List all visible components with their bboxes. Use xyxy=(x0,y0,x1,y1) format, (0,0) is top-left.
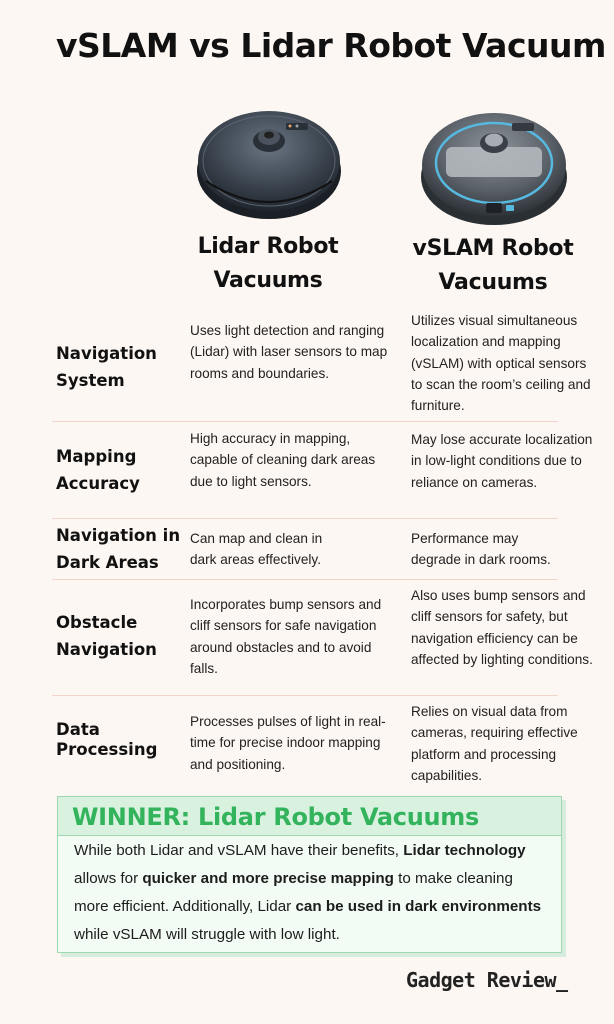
row-label-line: Navigation xyxy=(56,344,157,363)
row-label-line: Navigation in xyxy=(56,526,181,545)
winner-text-bold: can be used in dark environments xyxy=(295,898,542,915)
row-label-line: Mapping xyxy=(56,447,137,466)
row-label-line: Accuracy xyxy=(56,474,140,493)
lidar-column-header xyxy=(188,230,348,298)
lidar-robot-vacuum-image xyxy=(196,103,342,221)
lidar-cell-navigation-system: Uses light detection and ranging (Lidar) with laser sensors to map rooms and boundaries. xyxy=(190,323,388,381)
row-divider xyxy=(52,421,558,422)
vslam-header-line1: vSLAM Robot xyxy=(412,236,574,261)
row-label-navigation-dark-areas xyxy=(56,522,180,576)
lidar-cell-obstacle-navigation: Incorporates bump sensors and cliff sensors for safe navigation around obstacles and to avoid falls. xyxy=(190,597,382,676)
row-divider xyxy=(52,579,558,580)
winner-text-bold: Lidar technology xyxy=(403,842,526,859)
row-label-line: Processing xyxy=(56,740,158,759)
vslam-cell-obstacle-navigation: Also uses bump sensors and cliff sensors for safety, but navigation efficiency can be affected by lighting conditions. xyxy=(411,588,593,667)
winner-box xyxy=(57,796,562,953)
vslam-cell-mapping-accuracy: May lose accurate localization in low-light conditions due to reliance on cameras. xyxy=(411,432,593,490)
winner-header xyxy=(58,797,561,836)
winner-text-part: while vSLAM will struggle with low light. xyxy=(74,926,340,943)
page-title: vSLAM vs Lidar Robot Vacuum xyxy=(56,26,606,65)
winner-text-part: allows for xyxy=(74,870,143,887)
lidar-header-line2: Vacuums xyxy=(213,268,323,293)
vslam-header-line2: Vacuums xyxy=(438,270,548,295)
vslam-cell-navigation-dark-areas: Performance may degrade in dark rooms. xyxy=(411,531,551,568)
winner-text-part: While both Lidar and vSLAM have their benefits, xyxy=(74,842,404,859)
lidar-cell-data-processing: Processes pulses of light in real-time for precise indoor mapping and positioning. xyxy=(190,714,386,772)
lidar-cell-mapping-accuracy: High accuracy in mapping, capable of cleaning dark areas due to light sensors. xyxy=(190,431,376,489)
row-label-navigation-system xyxy=(56,340,157,394)
vslam-robot-vacuum-image xyxy=(420,105,568,227)
row-label-line: System xyxy=(56,371,125,390)
row-divider xyxy=(52,518,558,519)
gadget-review-logo: Gadget Review_ xyxy=(406,968,568,992)
vslam-cell-data-processing: Relies on visual data from cameras, requiring effective platform and processing capabilities. xyxy=(411,704,578,783)
vslam-cell-navigation-system: Utilizes visual simultaneous localization and mapping (vSLAM) with optical sensors to scan the room’s ceiling and furniture. xyxy=(411,313,591,414)
winner-text xyxy=(74,837,550,949)
row-label-line: Data xyxy=(56,720,100,739)
row-label-line: Obstacle xyxy=(56,613,138,632)
lidar-header-line1: Lidar Robot xyxy=(197,234,339,259)
winner-text-bold: quicker and more precise mapping xyxy=(142,870,394,887)
row-label-data-processing xyxy=(56,720,157,760)
row-divider xyxy=(52,695,558,696)
row-label-line: Navigation xyxy=(56,640,157,659)
row-label-line: Dark Areas xyxy=(56,553,159,572)
row-label-obstacle-navigation xyxy=(56,609,157,663)
vslam-column-header xyxy=(408,232,578,300)
lidar-cell-navigation-dark-areas: Can map and clean in dark areas effectively. xyxy=(190,531,323,568)
winner-title: WINNER: Lidar Robot Vacuums xyxy=(72,803,480,831)
winner-text-part: to make cleaning more efficient. Additionally, Lidar xyxy=(74,870,513,915)
row-label-mapping-accuracy xyxy=(56,443,140,497)
